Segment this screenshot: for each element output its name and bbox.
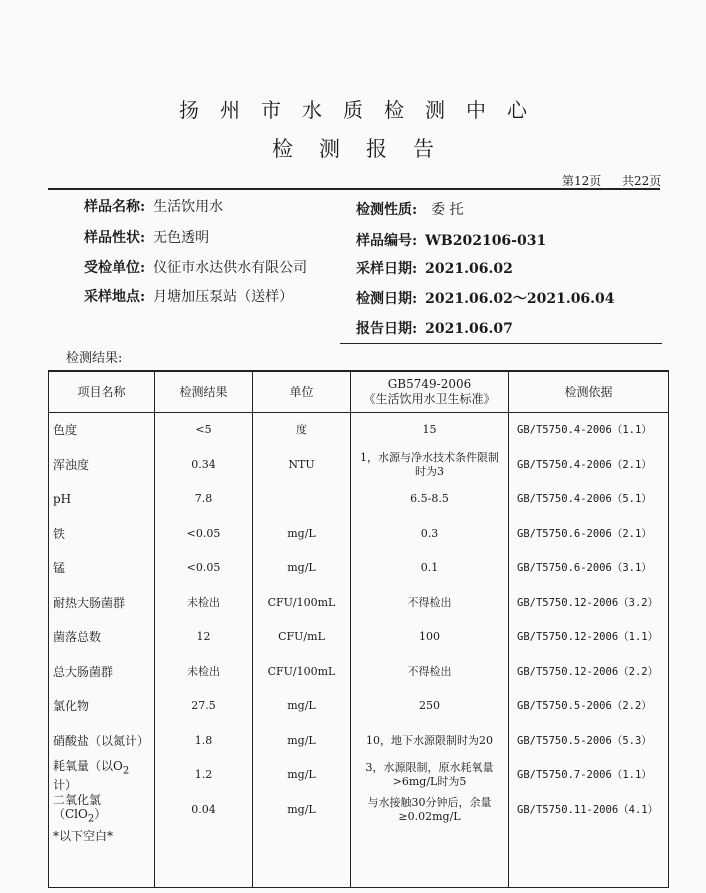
item-unit: CFU/mL [253,620,351,655]
item-name: 色度 [49,413,155,448]
item-basis: GB/T5750.12-2006（1.1） [509,620,669,655]
item-standard: 与水接触30分钟后，余量≥0.02mg/L [351,793,509,828]
sampling-date [356,258,513,278]
header-result: 检测结果 [155,371,253,413]
sample-number [356,230,546,250]
item-result: 1.2 [155,758,253,793]
header-standard-title: 《生活饮用水卫生标准》 [363,392,496,406]
item-result: <0.05 [155,551,253,586]
report-title: 检测报告 [272,137,460,161]
page-current: 第12页 [562,174,602,188]
sample-state [84,227,209,247]
item-unit: mg/L [253,724,351,759]
item-unit: mg/L [253,551,351,586]
end-note: *以下空白* [49,827,155,888]
info-divider [340,343,662,344]
header-basis: 检测依据 [509,371,669,413]
sample-number-value: WB202106-031 [425,233,547,249]
item-standard: 100 [351,620,509,655]
header-standard-code: GB5749-2006 [387,377,472,391]
item-result: <0.05 [155,517,253,552]
item-standard: 250 [351,689,509,724]
sampling-site-value: 月塘加压泵站（送样） [153,289,294,305]
table-row [49,413,669,448]
report-date-label: 报告日期: [356,321,418,337]
org-title: 扬州市水质检测中心 [179,98,548,122]
item-name: 耐热大肠菌群 [49,586,155,621]
item-basis: GB/T5750.7-2006（1.1） [509,758,669,793]
item-basis: GB/T5750.11-2006（4.1） [509,793,669,828]
item-result: <5 [155,413,253,448]
item-basis: GB/T5750.6-2006（3.1） [509,551,669,586]
table-row [49,586,669,621]
table-row [49,689,669,724]
table-row [49,793,669,828]
sample-name-value: 生活饮用水 [153,199,224,215]
item-name: 氯化物 [49,689,155,724]
item-result: 27.5 [155,689,253,724]
table-row [49,482,669,517]
item-name: 铁 [49,517,155,552]
item-standard: 0.1 [351,551,509,586]
item-unit: mg/L [253,689,351,724]
sample-state-label: 样品性状: [84,230,146,246]
item-unit: CFU/100mL [253,586,351,621]
table-row [49,724,669,759]
header-standard [351,371,509,413]
item-unit: 度 [253,413,351,448]
sampling-site [84,286,293,306]
table-row [49,620,669,655]
table-row-blank [49,827,669,888]
header-divider [48,188,660,190]
item-basis: GB/T5750.4-2006（5.1） [509,482,669,517]
blank-cell [509,827,669,888]
item-standard: 6.5-8.5 [351,482,509,517]
blank-cell [253,827,351,888]
results-table [48,370,669,888]
item-basis: GB/T5750.5-2006（5.3） [509,724,669,759]
blank-cell [155,827,253,888]
table-header-row [49,371,669,413]
item-name: 耗氧量（以$O_2$计） [49,758,155,793]
item-name: 总大肠菌群 [49,655,155,690]
page-total: 共22页 [622,174,662,188]
item-name: 菌落总数 [49,620,155,655]
sample-state-value: 无色透明 [153,230,210,246]
sampling-date-value: 2021.06.02 [425,261,513,277]
client-value: 仪征市水达供水有限公司 [153,260,308,276]
item-unit: mg/L [253,758,351,793]
item-name: 硝酸盐（以氮计） [49,724,155,759]
item-standard: 15 [351,413,509,448]
item-unit [253,482,351,517]
item-basis: GB/T5750.6-2006（2.1） [509,517,669,552]
sample-name [84,196,223,216]
item-name: 二氧化氯（ClO$_2$） [49,793,155,828]
item-unit: NTU [253,448,351,483]
item-result: 未检出 [155,586,253,621]
item-basis: GB/T5750.12-2006（3.2） [509,586,669,621]
header-item: 项目名称 [49,371,155,413]
item-standard: 不得检出 [351,586,509,621]
test-date-label: 检测日期: [356,291,418,307]
client-label: 受检单位: [84,260,146,276]
sampling-date-label: 采样日期: [356,261,418,277]
item-result: 7.8 [155,482,253,517]
test-nature-value: 委 托 [431,202,464,218]
blank-cell [351,827,509,888]
item-unit: mg/L [253,793,351,828]
item-name: 浑浊度 [49,448,155,483]
sample-name-label: 样品名称: [84,199,146,215]
item-basis: GB/T5750.5-2006（2.2） [509,689,669,724]
sample-number-label: 样品编号: [356,233,418,249]
table-row [49,551,669,586]
item-result: 1.8 [155,724,253,759]
report-date-value: 2021.06.07 [425,321,513,337]
item-unit: CFU/100mL [253,655,351,690]
item-result: 未检出 [155,655,253,690]
header-unit: 单位 [253,371,351,413]
item-standard: 0.3 [351,517,509,552]
test-nature-label: 检测性质: [356,202,418,218]
test-date [356,288,615,308]
item-result: 12 [155,620,253,655]
item-name: pH [49,482,155,517]
table-row [49,758,669,793]
client [84,257,307,277]
item-result: 0.34 [155,448,253,483]
item-result: 0.04 [155,793,253,828]
item-basis: GB/T5750.12-2006（2.2） [509,655,669,690]
test-date-value: 2021.06.02～2021.06.04 [425,291,615,307]
table-row [49,517,669,552]
item-name: 锰 [49,551,155,586]
item-unit: mg/L [253,517,351,552]
item-standard: 1，水源与净水技术条件限制时为3 [351,448,509,483]
test-nature [356,199,464,219]
report-date [356,318,513,338]
item-basis: GB/T5750.4-2006（1.1） [509,413,669,448]
sampling-site-label: 采样地点: [84,289,146,305]
item-standard: 3，水源限制，原水耗氧量>6mg/L时为5 [351,758,509,793]
item-standard: 10，地下水源限制时为20 [351,724,509,759]
table-row [49,448,669,483]
item-basis: GB/T5750.4-2006（2.1） [509,448,669,483]
item-standard: 不得检出 [351,655,509,690]
table-row [49,655,669,690]
results-label: 检测结果: [66,351,123,366]
